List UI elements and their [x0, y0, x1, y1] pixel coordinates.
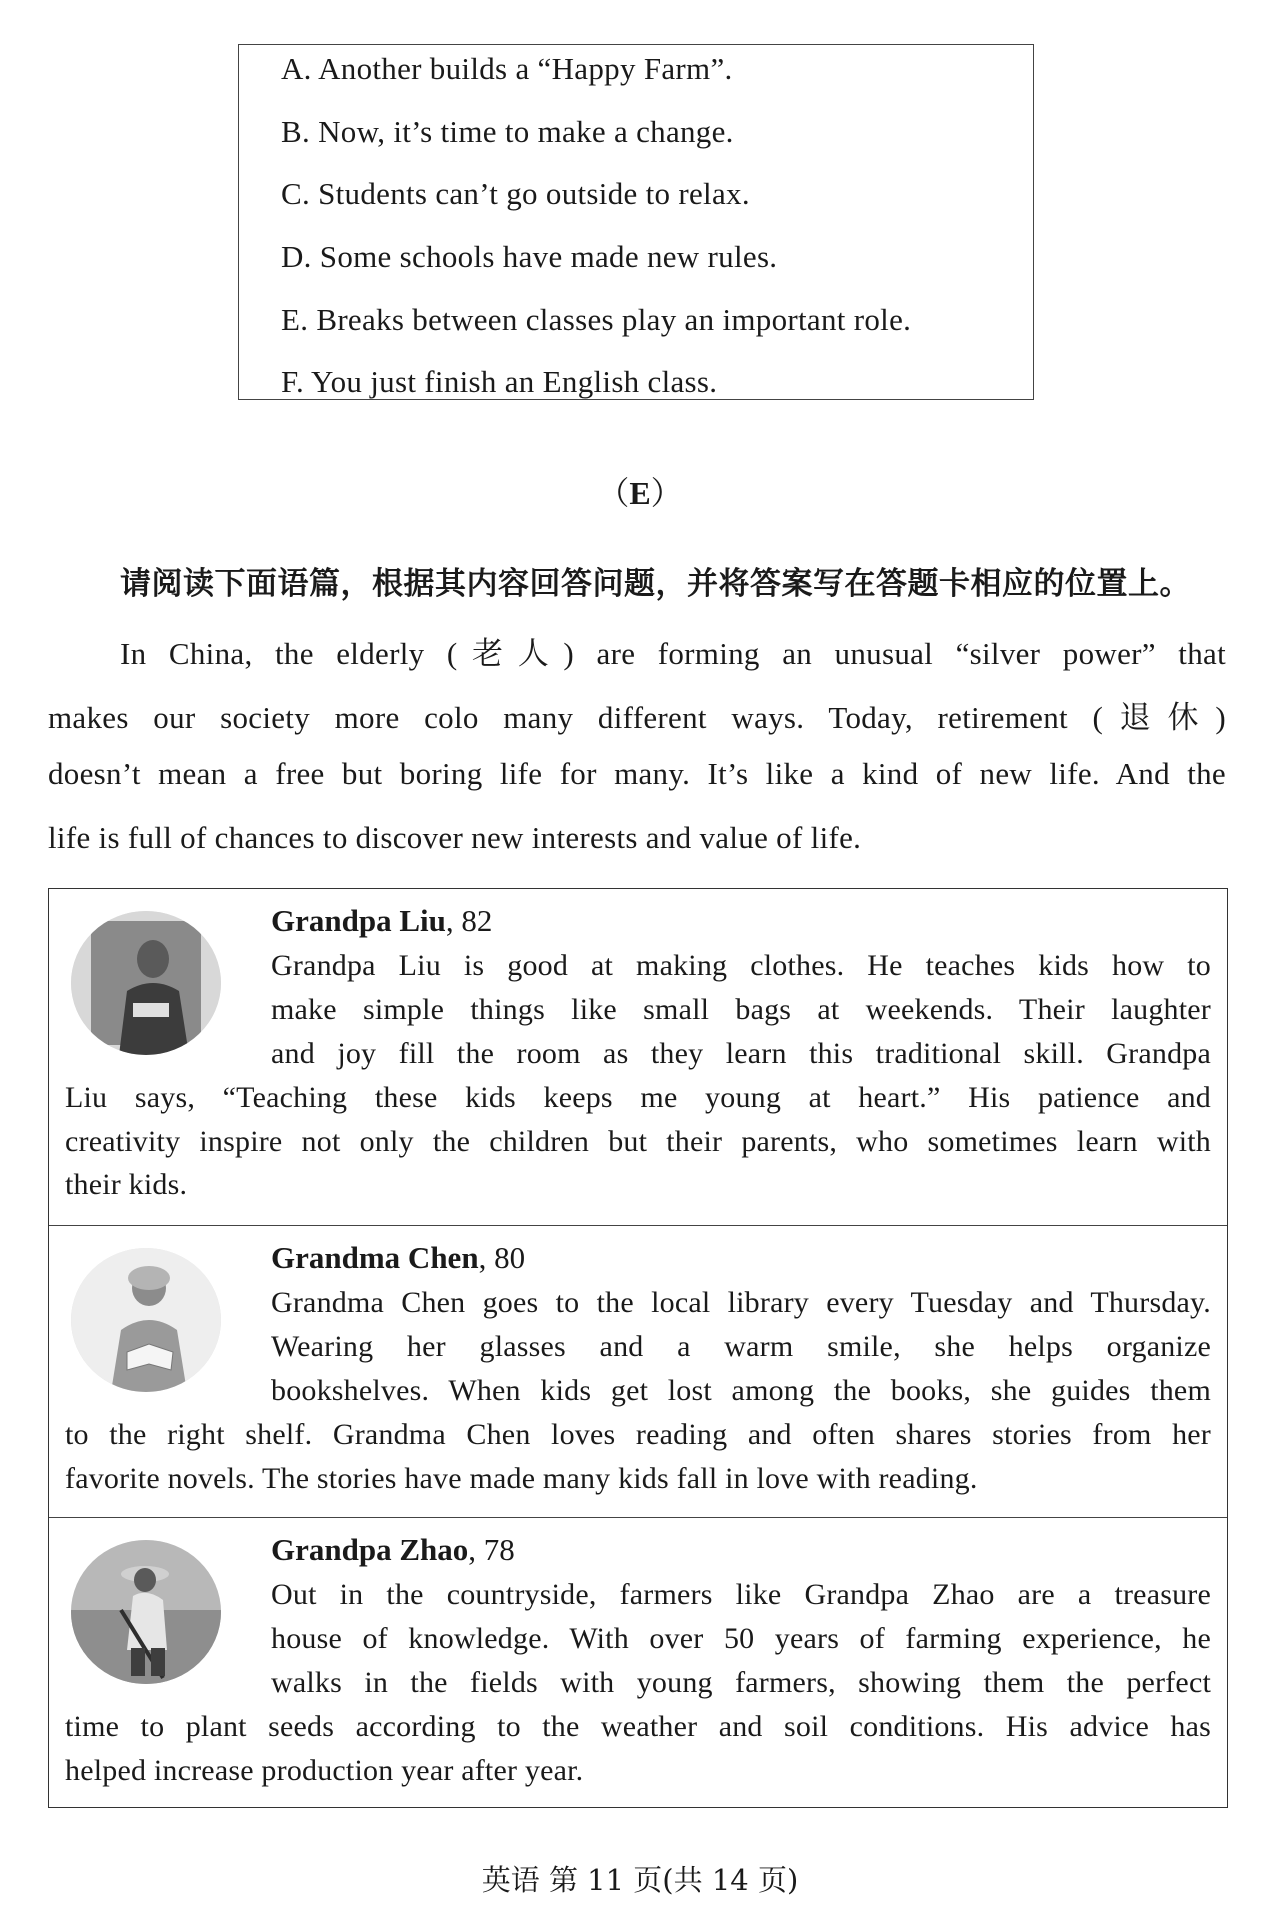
card-line: Out in the countryside, farmers like Grandpa Zhao are a treasure — [271, 1578, 1211, 1611]
age-text: , 78 — [468, 1532, 515, 1567]
intro-line-2: makes our society more colo many different ways. Today, retirement (退休) — [48, 700, 1226, 735]
name-grandma-chen — [271, 1240, 525, 1276]
card-line: Liu says, “Teaching these kids keeps me young at heart.” His patience and — [65, 1081, 1211, 1114]
profile-card-chen — [49, 1226, 1227, 1518]
name-text: Grandpa Liu — [271, 903, 446, 938]
option-c: C. Students can’t go outside to relax. — [281, 176, 750, 211]
intro-line-1: In China, the elderly (老人) are forming an unusual “silver power” that — [120, 636, 1226, 671]
card-line: helped increase production year after year. — [65, 1754, 584, 1787]
card-line: to the right shelf. Grandma Chen loves reading and often shares stories from her — [65, 1418, 1211, 1451]
card-line: make simple things like small bags at weekends. Their laughter — [271, 993, 1211, 1026]
page-footer: 英语 第 11 页(共 14 页) — [481, 1863, 799, 1897]
card-line: favorite novels. The stories have made many kids fall in love with reading. — [65, 1462, 978, 1495]
card-line: house of knowledge. With over 50 years of farming experience, he — [271, 1622, 1211, 1655]
card-line: Grandma Chen goes to the local library every Tuesday and Thursday. — [271, 1286, 1211, 1319]
card-line: Wearing her glasses and a warm smile, she helps organize — [271, 1330, 1211, 1363]
options-box — [238, 44, 1034, 400]
intro-line-3: doesn’t mean a free but boring life for many. It’s like a kind of new life. And the — [48, 756, 1226, 791]
card-line: bookshelves. When kids get lost among the books, she guides them — [271, 1374, 1211, 1407]
name-grandpa-liu — [271, 903, 492, 939]
option-f: F. You just finish an English class. — [281, 364, 718, 399]
instruction: 请阅读下面语篇，根据其内容回答问题，并将答案写在答题卡相应的位置上。 — [120, 566, 1191, 602]
option-b: B. Now, it’s time to make a change. — [281, 114, 734, 149]
age-text: , 82 — [445, 903, 493, 938]
profile-card-liu — [49, 889, 1227, 1226]
card-line: walks in the fields with young farmers, showing them the perfect — [271, 1666, 1211, 1699]
intro-line-4: life is full of chances to discover new interests and value of life. — [48, 820, 862, 855]
option-d: D. Some schools have made new rules. — [281, 239, 778, 274]
card-line: time to plant seeds according to the weather and soil conditions. His advice has — [65, 1710, 1211, 1743]
section-open-paren: （ — [597, 475, 630, 511]
profile-cards — [48, 888, 1228, 1808]
option-a: A. Another builds a “Happy Farm”. — [281, 51, 733, 86]
section-letter: E — [629, 475, 651, 511]
card-line: and joy fill the room as they learn this traditional skill. Grandpa — [271, 1037, 1211, 1070]
card-line: their kids. — [65, 1168, 188, 1201]
age-text: , 80 — [478, 1240, 526, 1275]
card-line: Grandpa Liu is good at making clothes. He teaches kids how to — [271, 949, 1211, 982]
name-grandpa-zhao — [271, 1532, 515, 1568]
name-text: Grandpa Zhao — [271, 1532, 469, 1567]
card-line: creativity inspire not only the children but their parents, who sometimes learn with — [65, 1125, 1211, 1158]
profile-card-zhao — [49, 1518, 1227, 1809]
name-text: Grandma Chen — [271, 1240, 479, 1275]
option-e: E. Breaks between classes play an important role. — [281, 302, 912, 337]
section-close-paren: ） — [650, 475, 683, 511]
grandpa-liu-photo — [71, 911, 221, 1055]
grandpa-zhao-photo — [71, 1540, 221, 1684]
grandma-chen-photo — [71, 1248, 221, 1392]
section-heading — [0, 468, 1280, 514]
